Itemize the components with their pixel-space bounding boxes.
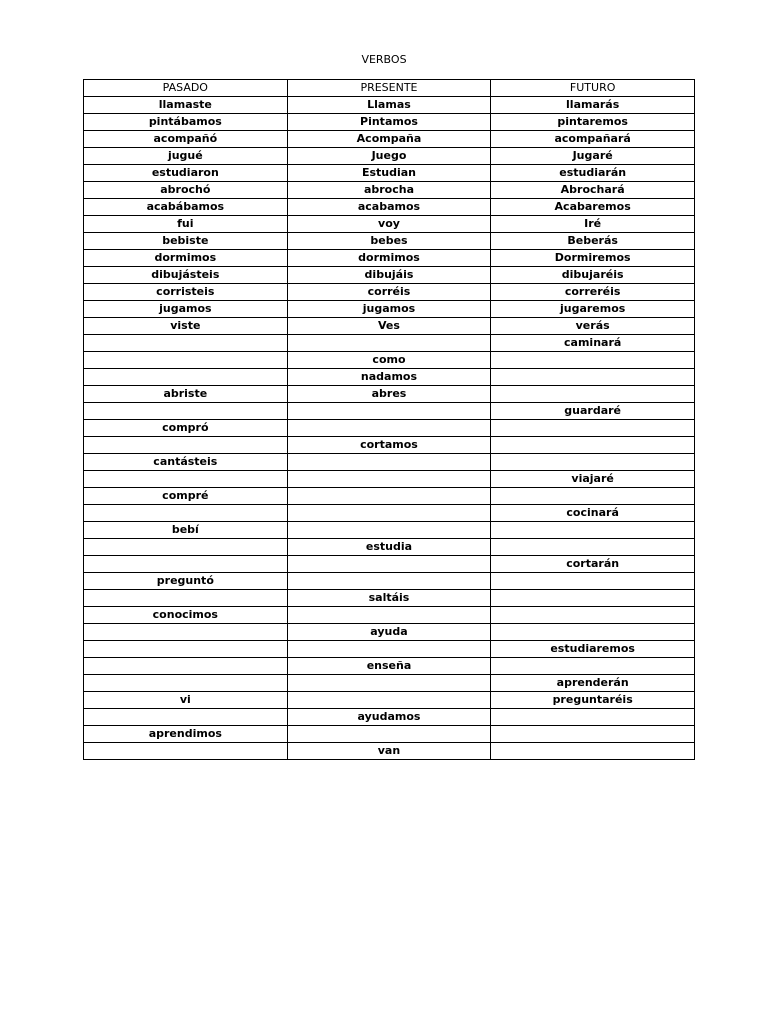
futuro-cell: Jugaré — [491, 148, 695, 165]
pasado-cell: compré — [84, 488, 288, 505]
table-row — [84, 114, 695, 131]
presente-cell — [287, 573, 491, 590]
header-presente: PRESENTE — [287, 80, 491, 97]
table-row — [84, 301, 695, 318]
futuro-cell: Abrochará — [491, 182, 695, 199]
presente-cell — [287, 556, 491, 573]
futuro-cell: cocinará — [491, 505, 695, 522]
futuro-cell — [491, 539, 695, 556]
table-row — [84, 607, 695, 624]
table-row — [84, 624, 695, 641]
futuro-cell: guardaré — [491, 403, 695, 420]
futuro-cell: estudiaremos — [491, 641, 695, 658]
pasado-cell: acabábamos — [84, 199, 288, 216]
table-row — [84, 352, 695, 369]
pasado-cell: compró — [84, 420, 288, 437]
futuro-cell — [491, 454, 695, 471]
presente-cell: saltáis — [287, 590, 491, 607]
table-row — [84, 318, 695, 335]
futuro-cell: cortarán — [491, 556, 695, 573]
pasado-cell: pintábamos — [84, 114, 288, 131]
table-row — [84, 199, 695, 216]
table-row — [84, 573, 695, 590]
presente-cell: Juego — [287, 148, 491, 165]
pasado-cell: bebiste — [84, 233, 288, 250]
futuro-cell — [491, 658, 695, 675]
table-row — [84, 692, 695, 709]
table-row — [84, 641, 695, 658]
pasado-cell: jugué — [84, 148, 288, 165]
table-row — [84, 403, 695, 420]
presente-cell: acabamos — [287, 199, 491, 216]
presente-cell — [287, 522, 491, 539]
pasado-cell — [84, 675, 288, 692]
pasado-cell: aprendimos — [84, 726, 288, 743]
table-row — [84, 182, 695, 199]
presente-cell: van — [287, 743, 491, 760]
futuro-cell: correréis — [491, 284, 695, 301]
table-body — [84, 97, 695, 760]
pasado-cell: cantásteis — [84, 454, 288, 471]
table-row — [84, 369, 695, 386]
futuro-cell — [491, 709, 695, 726]
table-row — [84, 556, 695, 573]
futuro-cell: Dormiremos — [491, 250, 695, 267]
presente-cell — [287, 607, 491, 624]
pasado-cell — [84, 658, 288, 675]
futuro-cell — [491, 386, 695, 403]
pasado-cell: acompañó — [84, 131, 288, 148]
pasado-cell: corristeis — [84, 284, 288, 301]
presente-cell — [287, 471, 491, 488]
table-header-row — [84, 80, 695, 97]
verbs-table — [83, 79, 695, 760]
pasado-cell: preguntó — [84, 573, 288, 590]
pasado-cell: fui — [84, 216, 288, 233]
table-row — [84, 709, 695, 726]
presente-cell — [287, 641, 491, 658]
table-row — [84, 148, 695, 165]
futuro-cell — [491, 369, 695, 386]
futuro-cell — [491, 420, 695, 437]
futuro-cell: aprenderán — [491, 675, 695, 692]
presente-cell: Acompaña — [287, 131, 491, 148]
pasado-cell: abrochó — [84, 182, 288, 199]
table-row — [84, 250, 695, 267]
table-row — [84, 454, 695, 471]
presente-cell — [287, 505, 491, 522]
presente-cell: Llamas — [287, 97, 491, 114]
presente-cell: Estudian — [287, 165, 491, 182]
pasado-cell — [84, 590, 288, 607]
futuro-cell: verás — [491, 318, 695, 335]
presente-cell: cortamos — [287, 437, 491, 454]
presente-cell: dormimos — [287, 250, 491, 267]
futuro-cell: preguntaréis — [491, 692, 695, 709]
table-row — [84, 335, 695, 352]
futuro-cell — [491, 726, 695, 743]
presente-cell — [287, 335, 491, 352]
presente-cell: voy — [287, 216, 491, 233]
presente-cell — [287, 403, 491, 420]
futuro-cell — [491, 590, 695, 607]
futuro-cell: caminará — [491, 335, 695, 352]
table-row — [84, 505, 695, 522]
pasado-cell — [84, 369, 288, 386]
presente-cell: bebes — [287, 233, 491, 250]
futuro-cell: acompañará — [491, 131, 695, 148]
presente-cell — [287, 692, 491, 709]
presente-cell: ayuda — [287, 624, 491, 641]
presente-cell: Ves — [287, 318, 491, 335]
futuro-cell — [491, 624, 695, 641]
presente-cell: como — [287, 352, 491, 369]
table-row — [84, 284, 695, 301]
table-row — [84, 131, 695, 148]
pasado-cell: dibujásteis — [84, 267, 288, 284]
table-row — [84, 743, 695, 760]
pasado-cell — [84, 437, 288, 454]
presente-cell: Pintamos — [287, 114, 491, 131]
pasado-cell: estudiaron — [84, 165, 288, 182]
presente-cell: nadamos — [287, 369, 491, 386]
futuro-cell — [491, 573, 695, 590]
presente-cell — [287, 675, 491, 692]
table-row — [84, 522, 695, 539]
table-row — [84, 233, 695, 250]
futuro-cell — [491, 437, 695, 454]
presente-cell: estudia — [287, 539, 491, 556]
table-row — [84, 539, 695, 556]
futuro-cell — [491, 352, 695, 369]
pasado-cell: viste — [84, 318, 288, 335]
presente-cell: abrocha — [287, 182, 491, 199]
table-row — [84, 488, 695, 505]
pasado-cell — [84, 505, 288, 522]
pasado-cell: jugamos — [84, 301, 288, 318]
futuro-cell — [491, 488, 695, 505]
pasado-cell — [84, 471, 288, 488]
futuro-cell: dibujaréis — [491, 267, 695, 284]
presente-cell: ayudamos — [287, 709, 491, 726]
pasado-cell — [84, 743, 288, 760]
page-title: VERBOS — [361, 53, 407, 66]
table-row — [84, 437, 695, 454]
pasado-cell: bebí — [84, 522, 288, 539]
pasado-cell: vi — [84, 692, 288, 709]
table-row — [84, 165, 695, 182]
table-row — [84, 726, 695, 743]
table-row — [84, 386, 695, 403]
futuro-cell: llamarás — [491, 97, 695, 114]
presente-cell — [287, 488, 491, 505]
presente-cell — [287, 420, 491, 437]
table-row — [84, 675, 695, 692]
table-row — [84, 658, 695, 675]
futuro-cell — [491, 607, 695, 624]
futuro-cell — [491, 743, 695, 760]
presente-cell: corréis — [287, 284, 491, 301]
pasado-cell — [84, 539, 288, 556]
presente-cell — [287, 726, 491, 743]
futuro-cell — [491, 522, 695, 539]
table-row — [84, 216, 695, 233]
pasado-cell — [84, 709, 288, 726]
pasado-cell — [84, 624, 288, 641]
pasado-cell — [84, 403, 288, 420]
futuro-cell: estudiarán — [491, 165, 695, 182]
pasado-cell: conocimos — [84, 607, 288, 624]
pasado-cell: abriste — [84, 386, 288, 403]
pasado-cell: llamaste — [84, 97, 288, 114]
futuro-cell: Beberás — [491, 233, 695, 250]
presente-cell: abres — [287, 386, 491, 403]
table-row — [84, 471, 695, 488]
presente-cell — [287, 454, 491, 471]
header-pasado: PASADO — [84, 80, 288, 97]
futuro-cell: Acabaremos — [491, 199, 695, 216]
table-row — [84, 420, 695, 437]
pasado-cell — [84, 335, 288, 352]
presente-cell: enseña — [287, 658, 491, 675]
table-row — [84, 97, 695, 114]
table-row — [84, 267, 695, 284]
pasado-cell: dormimos — [84, 250, 288, 267]
presente-cell: jugamos — [287, 301, 491, 318]
pasado-cell — [84, 641, 288, 658]
futuro-cell: jugaremos — [491, 301, 695, 318]
futuro-cell: viajaré — [491, 471, 695, 488]
pasado-cell — [84, 352, 288, 369]
futuro-cell: Iré — [491, 216, 695, 233]
header-futuro: FUTURO — [491, 80, 695, 97]
presente-cell: dibujáis — [287, 267, 491, 284]
futuro-cell: pintaremos — [491, 114, 695, 131]
table-row — [84, 590, 695, 607]
pasado-cell — [84, 556, 288, 573]
